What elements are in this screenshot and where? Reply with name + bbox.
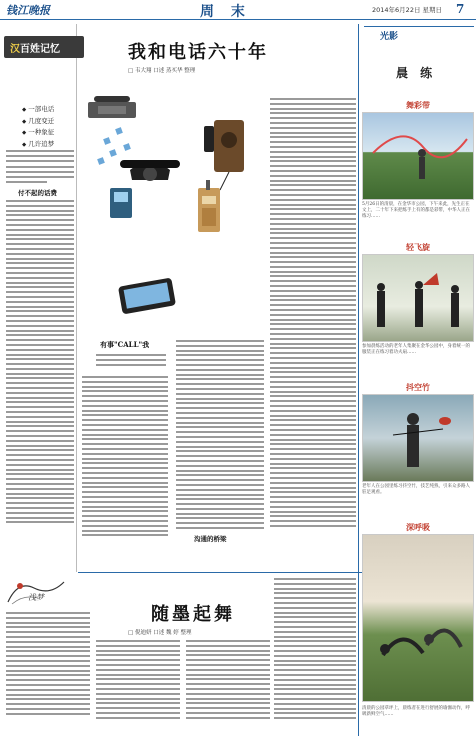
fan-dancers-image bbox=[363, 255, 474, 342]
toc-item: ◆ 几度变迁 bbox=[22, 116, 55, 125]
toc-item: ◆ 几许追梦 bbox=[22, 139, 55, 148]
photo-feature-title: 晨 练 bbox=[396, 66, 437, 80]
page-number: 7 bbox=[456, 2, 465, 16]
issue-date: 2014年6月22日 星期日 bbox=[372, 6, 443, 14]
photo-caption: 参加晨练活动的老年人集聚在金华公园中，身着统一的服装正在练习着功夫扇…… bbox=[362, 344, 470, 355]
photo-title: 深呼吸 bbox=[406, 522, 430, 532]
yoga-practitioners-image bbox=[363, 535, 474, 702]
photo-title: 轻飞旋 bbox=[406, 242, 430, 252]
body-text bbox=[270, 98, 356, 530]
subhead-first: 付不起的话费 bbox=[18, 189, 57, 197]
photo-diabolo bbox=[362, 394, 474, 482]
toc-item: ◆ 一部电话 bbox=[22, 105, 55, 113]
column-banner-name: 百姓记忆 bbox=[20, 44, 60, 55]
diamond-icon: ◆ bbox=[22, 141, 27, 148]
photo-breathing bbox=[362, 534, 474, 702]
section-title: 周 末 bbox=[200, 4, 251, 20]
body-text bbox=[6, 200, 74, 526]
diamond-icon: ◆ bbox=[22, 130, 27, 136]
photo-fan-exercise bbox=[362, 254, 474, 342]
body-text bbox=[186, 640, 270, 722]
body-text bbox=[176, 340, 264, 532]
toc-item: ◆ 一种象征 bbox=[22, 128, 55, 136]
photo-section-label: 光影 bbox=[380, 32, 399, 42]
body-text bbox=[6, 150, 74, 186]
photo-caption: 清晨的公园草坪上，晨练者在进行舒展的瑜伽动作，呼吸新鲜空气…… bbox=[362, 706, 470, 717]
body-text bbox=[96, 640, 180, 722]
column-rule-left bbox=[76, 24, 77, 572]
diamond-icon: ◆ bbox=[22, 107, 27, 113]
subhead-call: 有事"CALL"我 bbox=[100, 340, 150, 349]
diabolo-player-image bbox=[363, 395, 474, 482]
section-contents bbox=[22, 104, 54, 150]
article-title-second: 随墨起舞 bbox=[151, 604, 235, 625]
photo-title: 舞彩带 bbox=[406, 100, 430, 110]
photo-title: 抖空竹 bbox=[406, 382, 430, 392]
diamond-icon: ◆ bbox=[22, 118, 27, 125]
section-divider bbox=[78, 572, 396, 573]
photo-caption: 老年人在公园里练习抖空竹，技艺纯熟，引来众多路人驻足观看。 bbox=[362, 484, 470, 495]
masthead bbox=[0, 0, 476, 20]
newspaper-name: 钱江晚报 bbox=[6, 4, 50, 17]
article-byline-second: □ 倪迪妍 口述 魏 婷 整理 bbox=[128, 630, 192, 636]
body-text bbox=[6, 612, 90, 718]
telephone-illustration bbox=[80, 92, 260, 324]
photo-ribbon-dance bbox=[362, 112, 474, 200]
sketch-label: 浅梦 bbox=[28, 593, 44, 602]
column-rule-right bbox=[358, 24, 359, 736]
pull-quote bbox=[96, 354, 166, 370]
column-banner bbox=[4, 36, 84, 58]
photo-caption: 5月26日的清晨，在金华市公园，下午来此，先生正在文上，二十年下来把练手上有的都是彩带，中华人正在练习…… bbox=[362, 202, 470, 219]
subhead-bridge: 沟通的桥梁 bbox=[194, 535, 227, 543]
column-banner-prefix: 汉 bbox=[10, 44, 20, 55]
article-title: 我和电话六十年 bbox=[128, 42, 268, 63]
article-byline: □ 韦大翔 口述 蒸买华 整理 bbox=[128, 68, 196, 74]
body-text bbox=[274, 578, 356, 722]
body-text bbox=[82, 376, 168, 539]
ribbon-dancer-image bbox=[363, 113, 474, 200]
